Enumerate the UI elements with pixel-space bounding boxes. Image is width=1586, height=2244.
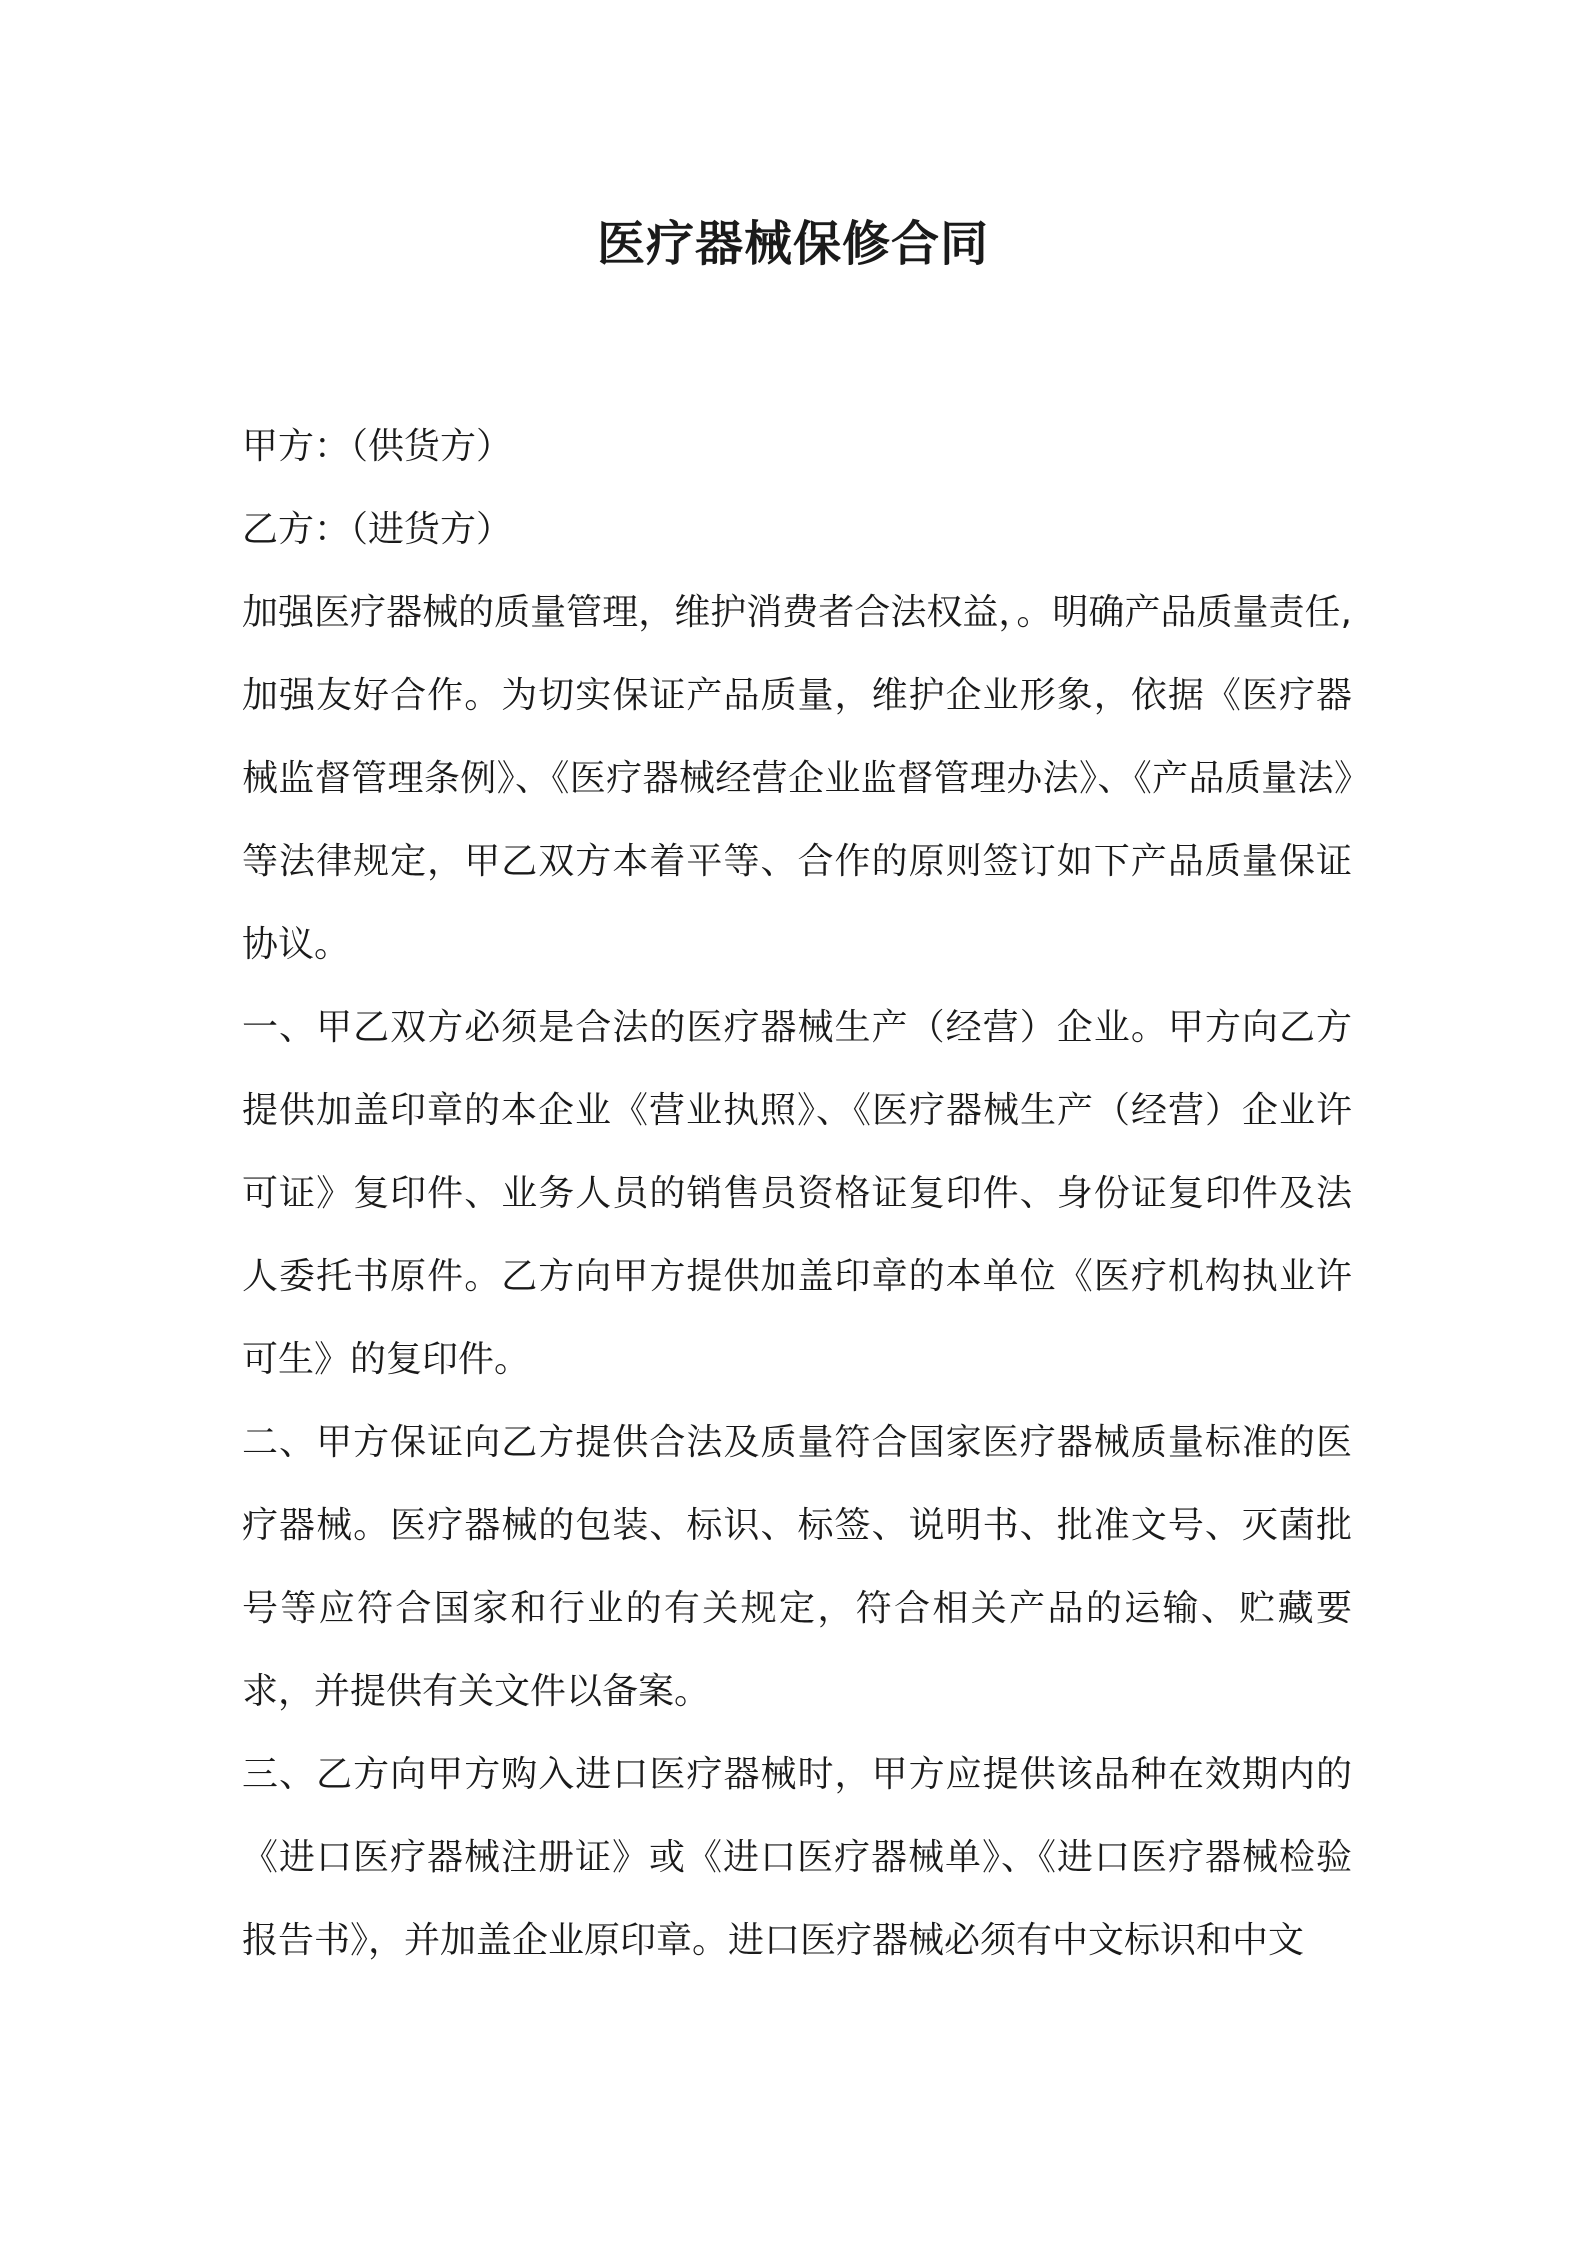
clause-3-paragraph: 三、乙方向甲方购入进口医疗器械时，甲方应提供该品种在效期内的《进口医疗器械注册证》或《进口医疗器械单》、《进口医疗器械检验报告书》，并加盖企业原印章。进口医疗器械必须有中文标识和中文 <box>242 1754 1352 1961</box>
document-title: 医疗器械保修合同 <box>596 216 989 272</box>
preamble-paragraph: 加强医疗器械的质量管理，维护消费者合法权益，。明确产品质量责任,加强友好合作。为切实保证产品质量，维护企业形象，依据《医疗器械监督管理条例》、《医疗器械经营企业监督管理办法》、《产品质量法》等法律规定，甲乙双方本着平等、合作的原则签订如下产品质量保证协议。 <box>242 592 1352 965</box>
clause-1-paragraph: 一、甲乙双方必须是合法的医疗器械生产（经营）企业。甲方向乙方提供加盖印章的本企业《营业执照》、《医疗器械生产（经营）企业许可证》复印件、业务人员的销售员资格证复印件、身份证复印件及法人委托书原件。乙方向甲方提供加盖印章的本单位《医疗机构执业许可生》的复印件。 <box>242 1007 1352 1380</box>
party-b-line: 乙方：（进货方） <box>242 509 513 550</box>
party-a-line: 甲方：（供货方） <box>242 426 513 467</box>
clause-2-paragraph: 二、甲方保证向乙方提供合法及质量符合国家医疗器械质量标准的医疗器械。医疗器械的包装、标识、标签、说明书、批准文号、灭菌批号等应符合国家和行业的有关规定，符合相关产品的运输、贮藏要求，并提供有关文件以备案。 <box>242 1422 1352 1712</box>
document-body <box>242 405 1352 1982</box>
